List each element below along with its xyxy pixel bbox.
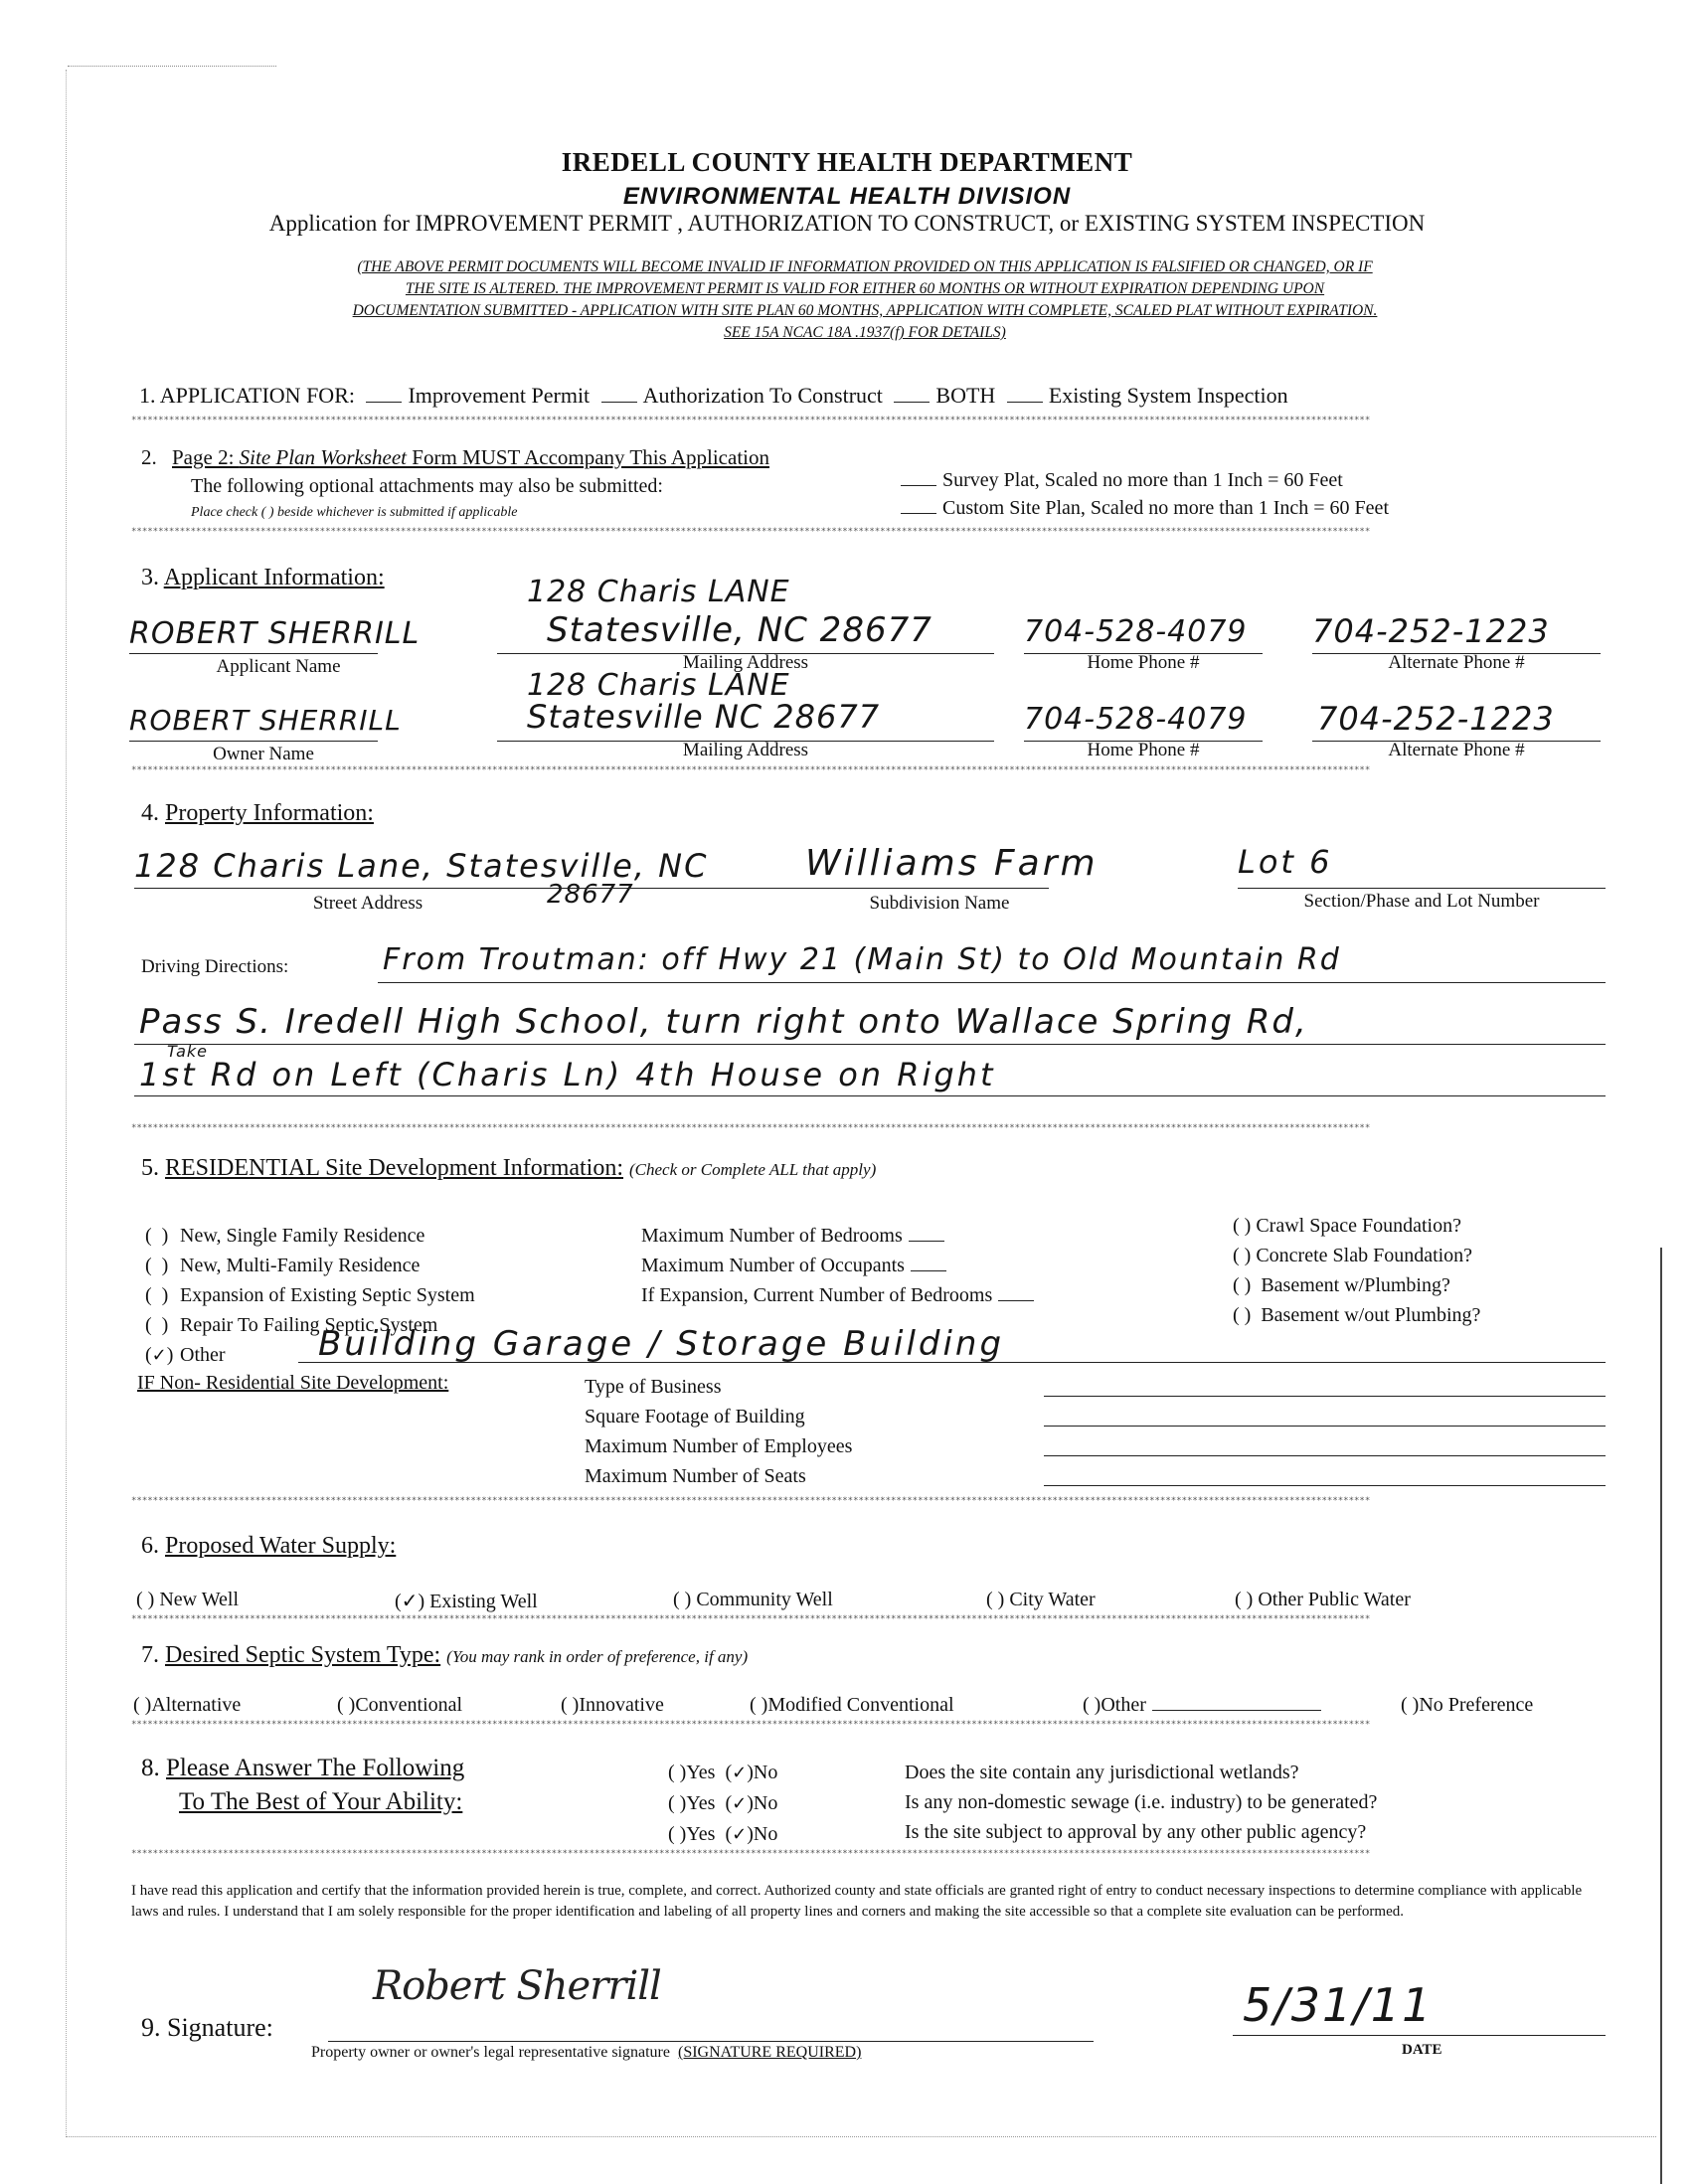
- section-5-number: 5.: [141, 1155, 159, 1181]
- signature-label: 9. Signature:: [141, 2013, 273, 2042]
- section-1-label: 1. APPLICATION FOR:: [139, 383, 355, 408]
- checkbox-new-well[interactable]: ( ): [136, 1589, 155, 1610]
- foundation-label: Crawl Space Foundation?: [1256, 1215, 1461, 1237]
- type-label: New, Multi-Family Residence: [180, 1255, 421, 1276]
- section-7-title: Desired Septic System Type:: [165, 1642, 441, 1668]
- checkbox-existing-well[interactable]: (✓): [395, 1589, 425, 1612]
- section-8-heading-line: [141, 1752, 464, 1785]
- max-employees-input[interactable]: [1044, 1455, 1606, 1456]
- septic-option: [337, 1694, 462, 1717]
- nonres-field-label: Maximum Number of Employees: [585, 1435, 853, 1457]
- check-mark-icon: ✓: [732, 1824, 748, 1845]
- checkbox-modified-conventional[interactable]: ( ): [750, 1694, 768, 1716]
- foundation-label: Basement w/out Plumbing?: [1261, 1304, 1481, 1326]
- max-bedrooms-blank[interactable]: [909, 1241, 944, 1242]
- applicant-home-phone[interactable]: 704-528-4079: [1024, 614, 1248, 649]
- divider: **************************************************************************************************************************************************************************************************************************************: [131, 765, 1371, 775]
- street-address-field[interactable]: 128 Charis Lane, Statesville, NC: [134, 847, 709, 885]
- section-7-heading: [141, 1642, 748, 1669]
- checkbox-multi-family[interactable]: ( ): [145, 1255, 169, 1276]
- checkbox-yes-sewage[interactable]: ( ): [668, 1792, 687, 1814]
- question-agency: Is the site subject to approval by any other public agency?: [905, 1821, 1367, 1843]
- section-8-subtitle: To The Best of Your Ability:: [179, 1788, 463, 1815]
- disclaimer-line: THE SITE IS ALTERED. THE IMPROVEMENT PERMIT IS VALID FOR EITHER 60 MONTHS OR WITHOUT EXPIRATION DEPENDING UPON: [405, 280, 1325, 297]
- question-wetlands: Does the site contain any jurisdictional wetlands?: [905, 1762, 1299, 1783]
- septic-option-label: Other: [1101, 1694, 1146, 1716]
- non-residential-label: IF Non- Residential Site Development:: [137, 1372, 449, 1394]
- custom-site-plan-blank[interactable]: [901, 513, 936, 514]
- section-7-note: (You may rank in order of preference, if any): [446, 1647, 749, 1666]
- count-item: [641, 1280, 1040, 1310]
- other-development-field[interactable]: Building Garage / Storage Building: [318, 1324, 1005, 1364]
- owner-home-phone[interactable]: 704-528-4079: [1024, 702, 1248, 737]
- water-option-label: City Water: [1009, 1589, 1096, 1610]
- check-mark-icon: ✓: [401, 1589, 419, 1612]
- current-bedrooms-blank[interactable]: [998, 1300, 1034, 1301]
- owner-alt-phone[interactable]: 704-252-1223: [1317, 700, 1555, 738]
- option-improvement-permit: Improvement Permit: [408, 383, 591, 408]
- checkbox-no-wetlands[interactable]: (✓): [725, 1762, 754, 1783]
- nonres-field-label: Square Footage of Building: [585, 1406, 805, 1428]
- authorization-blank[interactable]: [601, 402, 637, 403]
- home-phone-caption: Home Phone #: [1087, 652, 1200, 673]
- subdivision-caption: Subdivision Name: [869, 893, 1010, 914]
- section-4-heading: [141, 800, 374, 827]
- section-8-heading: [141, 1752, 464, 1819]
- scan-edge-left: [66, 70, 67, 2137]
- directions-underline-3: [134, 1095, 1606, 1096]
- check-mark-icon: ✓: [151, 1345, 167, 1366]
- divider: **************************************************************************************************************************************************************************************************************************************: [131, 416, 1371, 425]
- lot-line: [1238, 888, 1606, 889]
- other-septic-blank[interactable]: [1152, 1710, 1321, 1711]
- divider: **************************************************************************************************************************************************************************************************************************************: [131, 1614, 1371, 1624]
- no-label: No: [753, 1762, 778, 1783]
- owner-address-line2[interactable]: Statesville NC 28677: [527, 698, 881, 736]
- improvement-permit-blank[interactable]: [366, 402, 402, 403]
- disclaimer-line: (THE ABOVE PERMIT DOCUMENTS WILL BECOME INVALID IF INFORMATION PROVIDED ON THIS APPLICATION IS FALSIFIED OR CHANGED, OR IF: [357, 258, 1373, 275]
- signature-required-note: (SIGNATURE REQUIRED): [677, 2044, 862, 2061]
- section-2-number: 2.: [141, 445, 157, 469]
- checkbox-other-septic[interactable]: ( ): [1083, 1694, 1101, 1716]
- questions: [905, 1758, 1377, 1847]
- water-option-label: New Well: [159, 1589, 239, 1610]
- section-5-note: (Check or Complete ALL that apply): [629, 1160, 877, 1179]
- foundation-item: [1233, 1300, 1480, 1330]
- residence-type-item: [145, 1251, 475, 1280]
- occupancy-counts: [641, 1221, 1040, 1310]
- square-footage-input[interactable]: [1044, 1426, 1606, 1427]
- custom-site-plan-option: [895, 497, 1389, 520]
- septic-option-label: Alternative: [151, 1694, 242, 1716]
- section-4-number: 4.: [141, 800, 159, 826]
- count-item: [641, 1251, 1040, 1280]
- section-3-number: 3.: [141, 565, 159, 590]
- septic-option: [133, 1694, 241, 1717]
- heading-prefix: Page 2:: [172, 445, 240, 469]
- checkbox-other-public-water[interactable]: ( ): [1235, 1589, 1254, 1610]
- checkbox-repair[interactable]: ( ): [145, 1314, 169, 1336]
- yes-label: Yes: [686, 1792, 716, 1814]
- section-8-number: 8.: [141, 1755, 160, 1781]
- street-subdivision-line: [134, 888, 1049, 889]
- option-both: BOTH: [935, 383, 996, 408]
- water-option: [395, 1589, 538, 1613]
- nonres-field-label: Maximum Number of Seats: [585, 1465, 806, 1487]
- applicant-name-field[interactable]: ROBERT SHERRILL: [129, 616, 421, 651]
- type-label: New, Single Family Residence: [180, 1225, 425, 1247]
- water-option-label: Community Well: [696, 1589, 833, 1610]
- mailing-address-caption: Mailing Address: [682, 652, 809, 673]
- septic-option-label: No Preference: [1419, 1694, 1534, 1716]
- directions-line-2[interactable]: Pass S. Iredell High School, turn right onto Wallace Spring Rd,: [139, 1002, 1308, 1042]
- septic-option: [750, 1694, 954, 1717]
- directions-line-1[interactable]: From Troutman: off Hwy 21 (Main St) to Old Mountain Rd: [383, 942, 1341, 977]
- septic-option-label: Conventional: [355, 1694, 463, 1716]
- checkbox-basement-plumbing[interactable]: ( ): [1233, 1274, 1252, 1296]
- application-title: Application for IMPROVEMENT PERMIT , AUTHORIZATION TO CONSTRUCT, or EXISTING SYSTEM INSPECTION: [268, 211, 1426, 236]
- foundation-item: [1233, 1211, 1480, 1241]
- survey-plat-blank[interactable]: [901, 485, 936, 486]
- both-blank[interactable]: [894, 402, 930, 403]
- type-label: Other: [180, 1344, 226, 1366]
- owner-address-line1[interactable]: 128 Charis LANE: [527, 668, 790, 703]
- signature-line: [328, 2041, 1094, 2042]
- section-5-heading: [141, 1155, 876, 1182]
- street-address-caption: Street Address: [312, 893, 424, 914]
- divider: **************************************************************************************************************************************************************************************************************************************: [131, 1496, 1371, 1506]
- foundation-label: Concrete Slab Foundation?: [1256, 1245, 1473, 1266]
- lot-field[interactable]: Lot 6: [1238, 843, 1333, 881]
- home-phone-caption: Home Phone #: [1087, 740, 1200, 760]
- option-existing-inspection: Existing System Inspection: [1048, 383, 1288, 408]
- foundation-label: Basement w/Plumbing?: [1261, 1274, 1450, 1296]
- type-label: Expansion of Existing Septic System: [180, 1284, 475, 1306]
- section-6-heading: [141, 1533, 396, 1560]
- nonres-field-label: Type of Business: [585, 1376, 722, 1398]
- count-label: Maximum Number of Occupants: [641, 1255, 905, 1276]
- survey-plat-label: Survey Plat, Scaled no more than 1 Inch = 60 Feet: [942, 469, 1343, 491]
- no-label: No: [753, 1823, 778, 1845]
- max-occupants-blank[interactable]: [911, 1270, 946, 1271]
- section-3-title: Applicant Information:: [163, 565, 385, 590]
- subdivision-field[interactable]: Williams Farm: [805, 843, 1099, 884]
- section-2-title: [172, 445, 769, 469]
- septic-option: [1401, 1694, 1533, 1717]
- count-label: If Expansion, Current Number of Bedrooms: [641, 1284, 993, 1306]
- divider: **************************************************************************************************************************************************************************************************************************************: [131, 1849, 1371, 1859]
- street-zip-field[interactable]: 28677: [547, 880, 634, 910]
- water-option: [986, 1589, 1096, 1611]
- septic-option-label: Modified Conventional: [767, 1694, 954, 1716]
- residence-type-item: [145, 1280, 475, 1310]
- directions-line-3[interactable]: 1st Rd on Left (Charis Ln) 4th House on Right: [139, 1056, 996, 1093]
- checkbox-concrete-slab[interactable]: ( ): [1233, 1245, 1252, 1266]
- checkbox-other[interactable]: (✓): [145, 1344, 174, 1366]
- section-5-title: RESIDENTIAL Site Development Information:: [165, 1155, 624, 1181]
- check-mark-icon: ✓: [732, 1763, 748, 1783]
- signature-field[interactable]: Robert Sherrill: [373, 1963, 661, 2009]
- answer-row: [668, 1758, 777, 1788]
- directions-insert: Take: [167, 1042, 209, 1061]
- divider: **************************************************************************************************************************************************************************************************************************************: [131, 527, 1371, 537]
- lot-caption: Section/Phase and Lot Number: [1303, 891, 1540, 912]
- optional-attachments-text: The following optional attachments may also be submitted:: [191, 475, 663, 497]
- septic-option: [561, 1694, 664, 1717]
- max-seats-input[interactable]: [1044, 1485, 1606, 1486]
- division-title: ENVIRONMENTAL HEALTH DIVISION: [622, 183, 1072, 210]
- count-item: [641, 1221, 1040, 1251]
- alt-phone-caption: Alternate Phone #: [1388, 740, 1525, 760]
- checkbox-conventional[interactable]: ( ): [337, 1694, 356, 1716]
- checkbox-expansion[interactable]: ( ): [145, 1284, 169, 1306]
- section-3-heading: [141, 565, 385, 591]
- date-field[interactable]: 5/31/11: [1243, 1978, 1434, 2032]
- heading-italic: Site Plan Worksheet: [239, 445, 408, 469]
- directions-underline-2: [134, 1044, 1606, 1045]
- water-option: [673, 1589, 833, 1611]
- no-label: No: [753, 1792, 778, 1814]
- checkbox-basement-no-plumbing[interactable]: ( ): [1233, 1304, 1252, 1326]
- section-7-number: 7.: [141, 1642, 159, 1668]
- applicant-address-line2[interactable]: Statesville, NC 28677: [547, 610, 932, 650]
- disclaimer-line: SEE 15A NCAC 18A .1937(f) FOR DETAILS): [724, 324, 1006, 341]
- mailing-address-caption: Mailing Address: [682, 740, 809, 760]
- yes-label: Yes: [686, 1762, 716, 1783]
- septic-option-label: Innovative: [579, 1694, 664, 1716]
- foundation-item: [1233, 1270, 1480, 1300]
- directions-underline-1: [378, 982, 1606, 983]
- existing-inspection-blank[interactable]: [1007, 402, 1043, 403]
- driving-directions-label: Driving Directions:: [141, 956, 289, 977]
- count-label: Maximum Number of Bedrooms: [641, 1225, 903, 1247]
- owner-name-caption: Owner Name: [213, 744, 314, 764]
- section-2-heading: [141, 445, 769, 470]
- yes-no-answers: [668, 1758, 777, 1850]
- section-6-title: Proposed Water Supply:: [165, 1533, 397, 1559]
- scan-edge-bottom: [66, 2136, 1656, 2137]
- water-option-label: Other Public Water: [1258, 1589, 1411, 1610]
- scan-edge-top: [68, 66, 276, 67]
- applicant-name-caption: Applicant Name: [216, 656, 341, 677]
- question-sewage: Is any non-domestic sewage (i.e. industry) to be generated?: [905, 1791, 1378, 1813]
- checkbox-yes-wetlands[interactable]: ( ): [668, 1762, 687, 1783]
- section-8-heading-line: [141, 1785, 464, 1819]
- certification-text: I have read this application and certify that the information provided herein is true, complete, and correct. Authorized county and state officials are granted right of entry to conduct necessary inspections to determine compliance with applicable laws and rules. I understand that I am solely responsible for the proper identification and labeling of all property lines and corners and making the site accessible so that a complete site evaluation can be performed.: [131, 1883, 1583, 1920]
- scan-edge-right: [1660, 1248, 1662, 2184]
- septic-option: [1083, 1694, 1327, 1717]
- answer-row: [668, 1788, 777, 1819]
- date-label: DATE: [1402, 2042, 1442, 2058]
- other-development-line: [298, 1362, 1606, 1363]
- foundation-item: [1233, 1241, 1480, 1270]
- checkbox-alternative[interactable]: ( ): [133, 1694, 152, 1716]
- signature-caption: [311, 2044, 861, 2062]
- residence-type-item: [145, 1221, 475, 1251]
- yes-label: Yes: [686, 1823, 716, 1845]
- check-mark-icon: ✓: [732, 1793, 748, 1814]
- department-title: IREDELL COUNTY HEALTH DEPARTMENT: [561, 147, 1133, 177]
- checkbox-no-preference[interactable]: ( ): [1401, 1694, 1420, 1716]
- non-residential-fields: [585, 1372, 852, 1491]
- checkbox-innovative[interactable]: ( ): [561, 1694, 580, 1716]
- divider: **************************************************************************************************************************************************************************************************************************************: [131, 1123, 1371, 1133]
- owner-name-line: [129, 741, 378, 742]
- custom-site-plan-label: Custom Site Plan, Scaled no more than 1 Inch = 60 Feet: [942, 497, 1389, 519]
- checkbox-crawl-space[interactable]: ( ): [1233, 1215, 1252, 1237]
- survey-plat-option: [895, 469, 1343, 492]
- checkbox-no-sewage[interactable]: (✓): [725, 1792, 754, 1814]
- applicant-address-line1[interactable]: 128 Charis LANE: [527, 575, 790, 609]
- applicant-name-line: [129, 653, 378, 654]
- disclaimer-line: DOCUMENTATION SUBMITTED - APPLICATION WITH SITE PLAN 60 MONTHS, APPLICATION WITH COMPLETE, SCALED PLAT WITHOUT EXPIRATION.: [352, 302, 1378, 319]
- signature-caption-text: Property owner or owner's legal representative signature: [311, 2044, 670, 2061]
- date-line: [1233, 2035, 1606, 2036]
- applicant-alt-phone[interactable]: 704-252-1223: [1312, 612, 1550, 650]
- type-label: Repair To Failing Septic System: [180, 1314, 438, 1336]
- checkbox-community-well[interactable]: ( ): [673, 1589, 692, 1610]
- water-option: [1235, 1589, 1411, 1611]
- checkbox-no-agency[interactable]: (✓): [725, 1823, 754, 1845]
- checkbox-yes-agency[interactable]: ( ): [668, 1823, 687, 1845]
- owner-name-field[interactable]: ROBERT SHERRILL: [129, 704, 402, 737]
- option-authorization: Authorization To Construct: [642, 383, 883, 408]
- water-option-label: Existing Well: [429, 1591, 538, 1612]
- section-8-title: Please Answer The Following: [166, 1755, 465, 1781]
- section-1: [139, 383, 1288, 409]
- checkbox-single-family[interactable]: ( ): [145, 1225, 169, 1247]
- foundation-types: [1233, 1211, 1480, 1330]
- section-4-title: Property Information:: [165, 800, 374, 826]
- answer-row: [668, 1819, 777, 1850]
- section-6-number: 6.: [141, 1533, 159, 1559]
- disclaimer: [129, 256, 1601, 344]
- heading-suffix: Form MUST Accompany This Application: [407, 445, 769, 469]
- type-of-business-input[interactable]: [1044, 1396, 1606, 1397]
- water-option: [136, 1589, 239, 1611]
- divider: **************************************************************************************************************************************************************************************************************************************: [131, 1720, 1371, 1730]
- place-check-note: Place check ( ) beside whichever is submitted if applicable: [191, 505, 518, 520]
- alt-phone-caption: Alternate Phone #: [1388, 652, 1525, 673]
- checkbox-city-water[interactable]: ( ): [986, 1589, 1005, 1610]
